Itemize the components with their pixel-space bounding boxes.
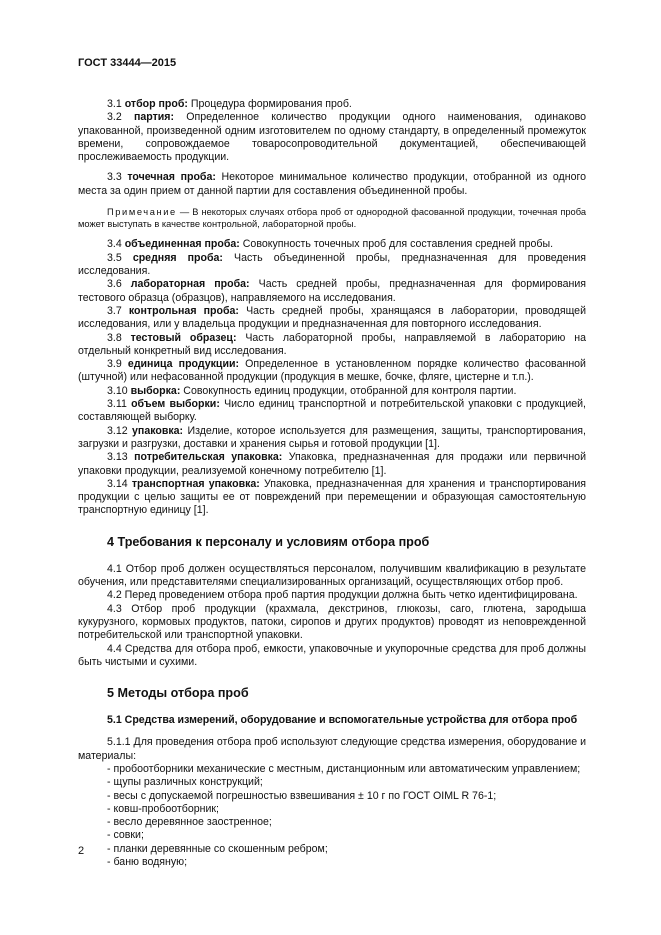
term-text: Часть лабораторной пробы, направляемой в лабораторию на отдельный конкретный вид исследования. — [78, 331, 586, 357]
term-number: 3.4 — [107, 238, 122, 251]
list-item: - щупы различных конструкций; — [78, 776, 586, 789]
paragraph: 4.3 Отбор проб продукции (крахмала, декстринов, глюкозы, саго, глютена, зародыша кукурузного, кормовых продуктов, патоки, сиропов и других продуктов) проводят из неповрежденной потребительской или транспортной упаковки. — [78, 602, 586, 642]
term-number: 3.1 — [107, 98, 122, 110]
list-item: - совки; — [78, 829, 586, 842]
term-name: объединенная проба: — [124, 238, 240, 251]
note-text: — В некоторых случаях отбора проб от однородной фасованной продукции, точечная проба может выступать в качестве контрольной, лабораторной пробы. — [78, 207, 586, 230]
term-number: 3.9 — [107, 358, 122, 371]
term-name: выборка: — [130, 384, 181, 397]
note — [78, 206, 586, 230]
term-number: 3.10 — [107, 384, 128, 397]
term-number: 3.3 — [107, 171, 122, 184]
list-item: - ковш-пробоотборник; — [78, 803, 586, 816]
term-definition — [78, 478, 586, 518]
term-number: 3.6 — [107, 278, 122, 291]
paragraph: 4.1 Отбор проб должен осуществляться персоналом, получившим квалификацию в результате обучения, или представителями специализированных организаций, осуществляющих отбор проб. — [78, 562, 586, 589]
term-number: 3.8 — [107, 331, 122, 344]
term-text: Часть объединенной пробы, предназначенная для проведения исследования. — [78, 251, 586, 278]
list-item: - баню водяную; — [78, 856, 586, 869]
term-text: Упаковка, предназначенная для хранения и транспортирования продукции с целью защиты ее от повреждений при перемещении и образующая самостоятельную транспортную единицу [1]. — [78, 477, 586, 517]
term-number: 3.13 — [107, 451, 128, 464]
term-number: 3.14 — [107, 477, 128, 490]
term-number: 3.11 — [107, 398, 127, 411]
section-4-body — [78, 563, 586, 669]
term-name: отбор проб: — [124, 98, 188, 110]
term-text: Определенное количество продукции одного наименования, одинаково упакованной, произведенной одним изготовителем по одному стандарту, в определенный промежуток времени, сопровождаемое товаросопроводительной документацией, обеспечивающей прослеживаемость продукции. — [78, 111, 586, 164]
term-definition — [78, 305, 586, 332]
section-5-heading: 5 Методы отбора проб — [107, 686, 249, 701]
term-name: тестовый образец: — [130, 331, 237, 344]
term-definition — [78, 171, 586, 198]
equipment-list — [78, 763, 586, 869]
page-number: 2 — [78, 845, 85, 857]
terms-list-1 — [78, 98, 586, 198]
list-item: - пробоотборники механические с местным, дистанционным или автоматическим управлением; — [78, 763, 586, 776]
term-definition — [78, 278, 586, 305]
term-name: объем выборки: — [131, 398, 220, 411]
paragraph: 5.1.1 Для проведения отбора проб используют следующие средства измерения, оборудование и материалы: — [78, 736, 586, 762]
term-name: транспортная упаковка: — [131, 477, 260, 490]
term-name: точечная проба: — [127, 171, 216, 184]
term-definition — [78, 358, 586, 385]
term-name: лабораторная проба: — [130, 278, 250, 291]
term-definition — [78, 425, 586, 452]
paragraph: 4.4 Средства для отбора проб, емкости, упаковочные и укупорочные средства для проб должны быть чистыми и сухими. — [78, 642, 586, 668]
term-name: контрольная проба: — [128, 304, 239, 317]
term-definition — [78, 238, 586, 251]
term-text: Изделие, которое используется для размещения, защиты, транспортирования, загрузки и разгрузки, доставки и хранения сырья и готовой продукции [1]. — [78, 424, 586, 450]
section-4-heading: 4 Требования к персоналу и условиям отбора проб — [107, 534, 430, 549]
list-item: - весло деревянное заостренное; — [78, 816, 586, 829]
terms-list-2 — [78, 238, 586, 517]
term-text: Некоторое минимальное количество продукции, отобранной из одного места за один прием от данной партии для составления объединенной пробы. — [78, 171, 586, 197]
list-item: - планки деревянные со скошенным ребром; — [78, 843, 586, 856]
term-number: 3.5 — [107, 251, 122, 264]
paragraph: 4.2 Перед проведением отбора проб партия продукции должна быть четко идентифицирована. — [107, 589, 578, 602]
list-item: - весы с допускаемой погрешностью взвешивания ± 10 г по ГОСТ OIML R 76-1; — [78, 790, 586, 803]
term-definition — [78, 98, 586, 111]
term-name: средняя проба: — [132, 251, 223, 264]
term-name: единица продукции: — [127, 358, 239, 371]
term-text: Процедура формирования проб. — [187, 98, 352, 110]
document-header: ГОСТ 33444—2015 — [78, 57, 177, 69]
term-text: Число единиц транспортной и потребительской упаковки с продукцией, составляющей выборку. — [78, 398, 586, 424]
term-number: 3.2 — [107, 111, 122, 124]
term-definition — [78, 111, 586, 164]
term-definition — [78, 398, 586, 425]
subsection-5-1-heading: 5.1 Средства измерений, оборудование и вспомогательные устройства для отбора проб — [107, 714, 578, 727]
term-text: Упаковка, предназначенная для продажи или первичной упаковки продукции, реализуемой конечному потребителю [1]. — [78, 451, 586, 477]
term-definition — [78, 451, 586, 478]
term-name: упаковка: — [132, 424, 184, 437]
term-text: Совокупность точечных проб для составления средней пробы. — [239, 238, 554, 251]
note-label: Примечание — [107, 207, 177, 218]
term-text: Часть средней пробы, хранящаяся в лаборатории, проводящей исследования, или у владельца продукции и предназначенная для повторного исследования. — [78, 304, 586, 331]
term-number: 3.12 — [107, 424, 128, 437]
term-definition — [78, 385, 586, 398]
term-text: Совокупность единиц продукции, отобранной для контроля партии. — [180, 384, 517, 397]
term-name: партия: — [133, 111, 175, 124]
term-text: Определенное в установленном порядке количество фасованной (штучной) или нефасованной продукции (продукция в мешке, бочке, фляге, цистерне и т.п.). — [78, 358, 586, 384]
term-definition — [78, 332, 586, 359]
term-number: 3.7 — [107, 304, 122, 317]
term-name: потребительская упаковка: — [134, 451, 283, 464]
term-definition — [78, 252, 586, 279]
document-body — [78, 91, 586, 869]
term-text: Часть средней пробы, предназначенная для формирования тестового образца (образцов), направляемого на исследования. — [78, 278, 586, 304]
